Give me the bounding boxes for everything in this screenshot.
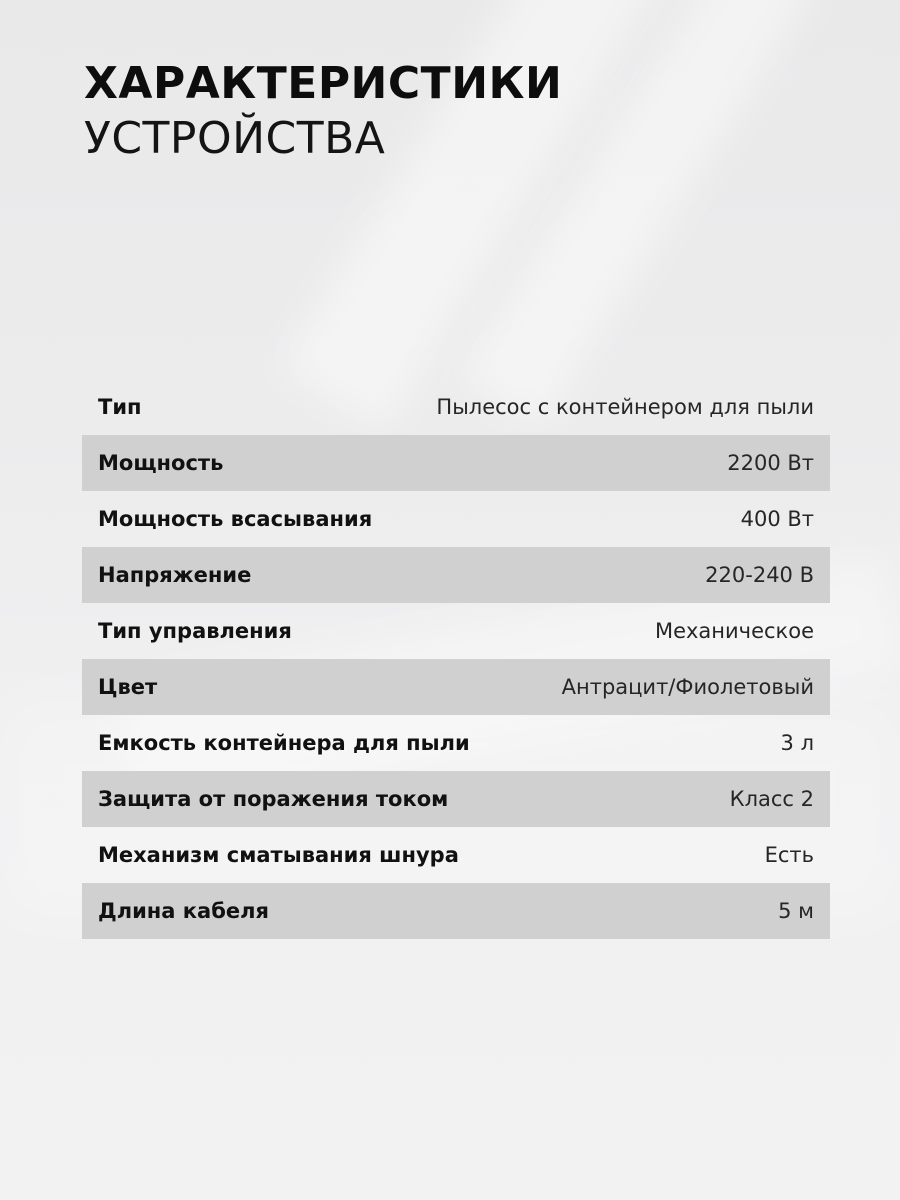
spec-row-shock-protection xyxy=(82,771,830,827)
spec-value: 3 л xyxy=(780,731,814,755)
spec-value: 5 м xyxy=(778,899,814,923)
spec-row-control-type xyxy=(82,603,830,659)
spec-value: Класс 2 xyxy=(729,787,814,811)
spec-value: 2200 Вт xyxy=(727,451,814,475)
spec-value: Механическое xyxy=(654,619,814,643)
spec-label: Мощность xyxy=(98,451,224,475)
spec-label: Напряжение xyxy=(98,563,252,587)
spec-label: Тип xyxy=(98,395,142,419)
specifications-table xyxy=(82,379,830,939)
spec-label: Емкость контейнера для пыли xyxy=(98,731,470,755)
spec-row-color xyxy=(82,659,830,715)
spec-value: 220-240 В xyxy=(705,563,814,587)
spec-value: Антрацит/Фиолетовый xyxy=(561,675,814,699)
spec-label: Цвет xyxy=(98,675,158,699)
title-bold-line: ХАРАКТЕРИСТИКИ xyxy=(84,58,563,109)
spec-label: Защита от поражения током xyxy=(98,787,449,811)
page-title xyxy=(84,58,824,168)
title-light-line: УСТРОЙСТВА xyxy=(84,113,386,164)
spec-value: Есть xyxy=(764,843,814,867)
spec-row-power xyxy=(82,435,830,491)
spec-value: Пылесос с контейнером для пыли xyxy=(436,395,814,419)
spec-row-type xyxy=(82,379,830,435)
spec-row-voltage xyxy=(82,547,830,603)
spec-row-suction-power xyxy=(82,491,830,547)
spec-label: Длина кабеля xyxy=(98,899,269,923)
spec-label: Механизм сматывания шнура xyxy=(98,843,459,867)
spec-label: Мощность всасывания xyxy=(98,507,373,531)
spec-label: Тип управления xyxy=(98,619,292,643)
spec-value: 400 Вт xyxy=(740,507,814,531)
spec-row-cord-rewind xyxy=(82,827,830,883)
spec-row-dust-capacity xyxy=(82,715,830,771)
spec-row-cable-length xyxy=(82,883,830,939)
